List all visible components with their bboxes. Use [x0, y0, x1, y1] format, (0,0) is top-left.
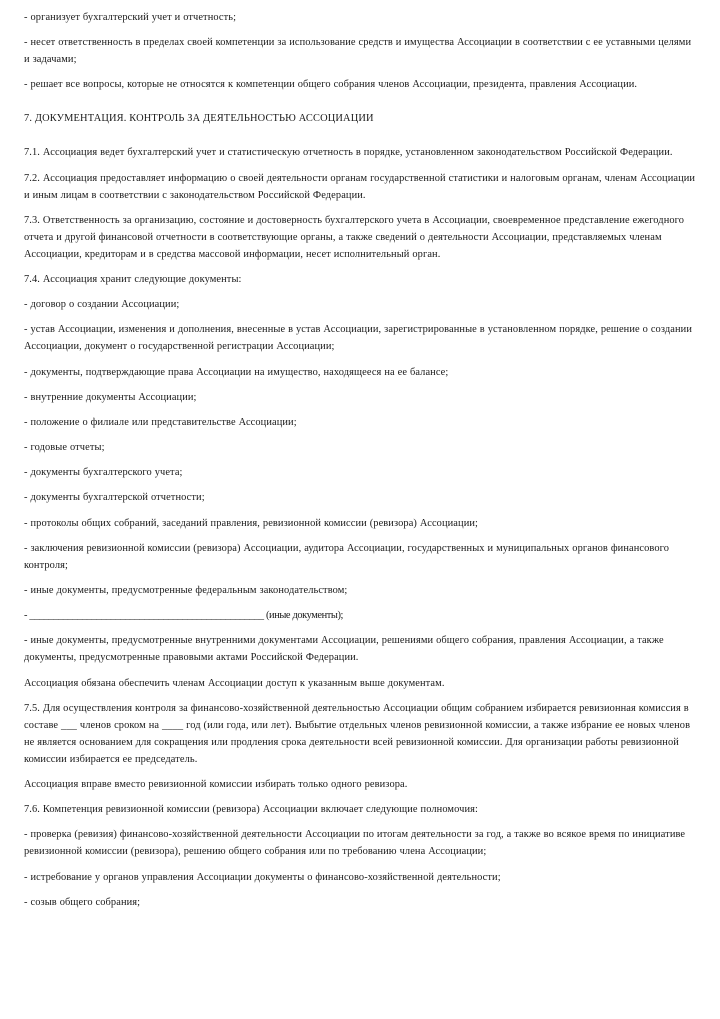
list-item: - устав Ассоциации, изменения и дополнения, внесенные в устав Ассоциации, зарегистрированные в установленном порядке, решение о создании Ассоциации, документ о государственной регистрации Ассоциации;: [24, 324, 692, 353]
clause-7-6: 7.6. Компетенция ревизионной комиссии (ревизора) Ассоциации включает следующие полномочия:: [24, 804, 478, 816]
list-item: - решает все вопросы, которые не относятся к компетенции общего собрания членов Ассоциации, президента, правления Ассоциации.: [24, 79, 638, 91]
list-item: - положение о филиале или представительстве Ассоциации;: [24, 416, 297, 428]
list-item: - годовые отчеты;: [24, 442, 105, 454]
list-item: - внутренние документы Ассоциации;: [24, 391, 197, 403]
access-paragraph: Ассоциация обязана обеспечить членам Ассоциации доступ к указанным выше документам.: [24, 677, 445, 689]
clause-7-2: 7.2. Ассоциация предоставляет информацию о своей деятельности органам государственной статистики и налоговым органам, членам Ассоциации и иным лицам в соответствии с законодательством Российской Федерации.: [24, 172, 696, 201]
list-item: - документы, подтверждающие права Ассоциации на имущество, находящееся на ее балансе;: [24, 366, 449, 378]
auditor-paragraph: Ассоциация вправе вместо ревизионной комиссии избирать только одного ревизора.: [24, 778, 408, 790]
section-heading-7: 7. ДОКУМЕНТАЦИЯ. КОНТРОЛЬ ЗА ДЕЯТЕЛЬНОСТЬЮ АССОЦИАЦИИ: [24, 113, 374, 125]
clause-7-4: 7.4. Ассоциация хранит следующие документы:: [24, 273, 242, 285]
list-item: - созыв общего собрания;: [24, 896, 141, 908]
list-item: - проверка (ревизия) финансово-хозяйственной деятельности Ассоциации по итогам деятельности за год, а также во всякое время по инициативе ревизионной комиссии (ревизора), решению общего собрания или по требованию члена Ассоциации;: [24, 829, 686, 858]
list-item: - документы бухгалтерского учета;: [24, 467, 183, 479]
clause-7-5: 7.5. Для осуществления контроля за финансово-хозяйственной деятельностью Ассоциации общим собранием избирается ревизионная комиссия в составе ___ членов сроком на ____ год (или года, или лет). Выбытие отдельных членов ревизионной комиссии, а также избрание ее новых членов не является основанием для сокращения или продления срока деятельности всей ревизионной комиссии. Для организации работы ревизионной комиссии избирается ее председатель.: [24, 702, 691, 765]
list-item: - заключения ревизионной комиссии (ревизора) Ассоциации, аудитора Ассоциации, государственных и муниципальных органов финансового контроля;: [24, 542, 670, 571]
list-item: - несет ответственность в пределах своей компетенции за использование средств и имущества Ассоциации в соответствии с ее уставными целями и задачами;: [24, 37, 692, 66]
list-item: - иные документы, предусмотренные внутренними документами Ассоциации, решениями общего собрания, правления Ассоциации, а также документы, предусмотренные правовыми актами Российской Федерации.: [24, 635, 664, 664]
list-item: - протоколы общих собраний, заседаний правления, ревизионной комиссии (ревизора) Ассоциации;: [24, 517, 479, 529]
list-item: - документы бухгалтерской отчетности;: [24, 492, 205, 504]
clause-7-3: 7.3. Ответственность за организацию, состояние и достоверность бухгалтерского учета в Ассоциации, своевременное представление ежегодного отчета и другой финансовой отчетности в соответствующие органы, а также сведений о деятельности Ассоциации, представляемых членам Ассоциации, кредиторам и в средства массовой информации, несет исполнительный орган.: [24, 214, 685, 260]
list-item: - организует бухгалтерский учет и отчетность;: [24, 12, 237, 23]
fill-in-blank-item: - _________________________________________________ (иные документы);: [24, 610, 343, 622]
list-item: - договор о создании Ассоциации;: [24, 299, 180, 311]
clause-7-1: 7.1. Ассоциация ведет бухгалтерский учет и статистическую отчетность в порядке, установленном законодательством Российской Федерации.: [24, 147, 673, 159]
list-item: - истребование у органов управления Ассоциации документы о финансово-хозяйственной деятельности;: [24, 871, 501, 883]
list-item: - иные документы, предусмотренные федеральным законодательством;: [24, 585, 348, 596]
